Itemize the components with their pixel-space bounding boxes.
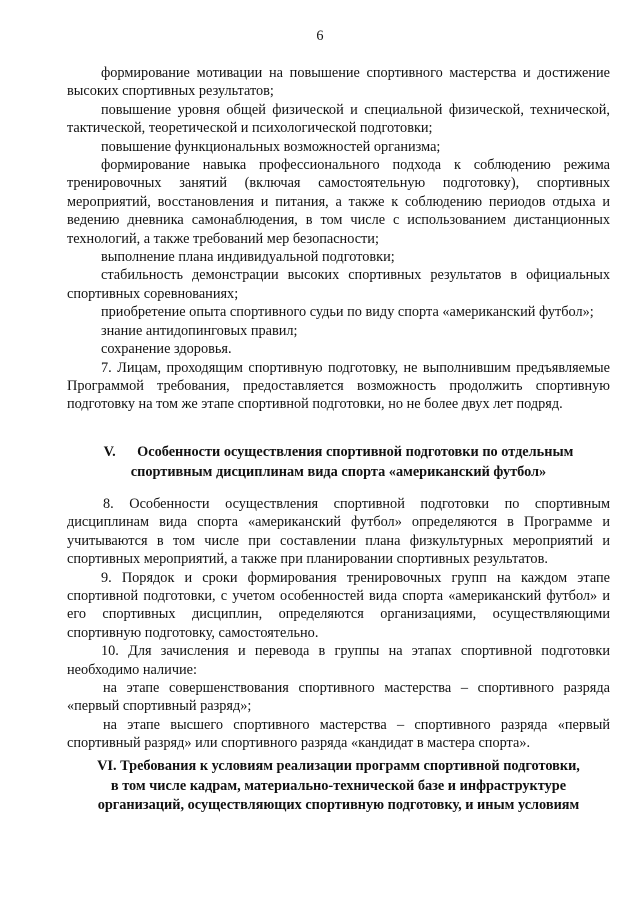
section-6-heading: [67, 757, 610, 816]
section-6-title-line-2: в том числе кадрам, материально-технической базе и инфраструктуре: [110, 777, 567, 794]
list-item: приобретение опыта спортивного судьи по виду спорта «американский футбол»;: [101, 304, 594, 321]
list-item: сохранение здоровья.: [101, 341, 232, 358]
section-6-title-line-1: VI. Требования к условиям реализации программ спортивной подготовки,: [97, 758, 580, 774]
section-5-heading: [67, 443, 610, 482]
paragraph-7: 7. Лицам, проходящим спортивную подготовку, не выполнившим предъявляемые Программой требования, предоставляется возможность продолжить спортивную подготовку на том же этапе спортивной подготовки, но не более двух лет подряд.: [67, 359, 610, 413]
section-5-number: V.: [103, 444, 116, 460]
list-item: повышение функциональных возможностей организма;: [101, 138, 441, 155]
goals-list: [67, 64, 610, 414]
list-item: формирование мотивации на повышение спортивного мастерства и достижение высоких спортивных результатов;: [67, 65, 610, 100]
list-item: на этапе совершенствования спортивного мастерства – спортивного разряда «первый спортивный разряд»;: [67, 680, 610, 715]
list-item: стабильность демонстрации высоких спортивных результатов в официальных спортивных соревнованиях;: [67, 267, 610, 302]
section-5-title-line-2: спортивным дисциплинам вида спорта «американский футбол»: [130, 463, 547, 480]
section-5-title-line-1: V. Особенности осуществления спортивной подготовки по отдельным: [103, 444, 574, 460]
list-item: повышение уровня общей физической и специальной физической, технической, тактической, теоретической и психологической подготовки;: [67, 101, 610, 137]
list-item: на этапе высшего спортивного мастерства – спортивного разряда «первый спортивный разряд» или спортивного разряда «кандидат в мастера спорта».: [67, 716, 610, 752]
paragraph-8: 8. Особенности осуществления спортивной подготовки по спортивным дисциплинам вида спорта «американский футбол» определяются в Программе и учитываются в том числе при составлении плана физкультурных мероприятий и спортивных мероприятий, а также при планировании спортивных результатов.: [67, 496, 610, 568]
list-item: формирование навыка профессионального подхода к соблюдению режима тренировочных занятий (включая самостоятельную подготовку), спортивных мероприятий, восстановления и питания, а также к соблюдению периодов отдыха и ведению дневника самонаблюдения, в том числе с использованием дистанционных технологий, а также требований мер безопасности;: [67, 157, 610, 247]
paragraph-9: 9. Порядок и сроки формирования тренировочных групп на каждом этапе спортивной подготовки, с учетом особенностей вида спорта «американский футбол» и его спортивных дисциплин, определяются организациями, осуществляющими спортивную подготовку, самостоятельно.: [67, 569, 610, 641]
section-6-title-line-3: организаций, осуществляющих спортивную подготовку, и иным условиям: [97, 797, 580, 813]
page-number: 6: [316, 28, 324, 44]
list-item: знание антидопинговых правил;: [101, 322, 298, 339]
section-5-body: [67, 495, 610, 753]
list-item: выполнение плана индивидуальной подготовки;: [101, 249, 395, 266]
paragraph-10: 10. Для зачисления и перевода в группы на этапах спортивной подготовки необходимо наличие:: [67, 643, 610, 678]
